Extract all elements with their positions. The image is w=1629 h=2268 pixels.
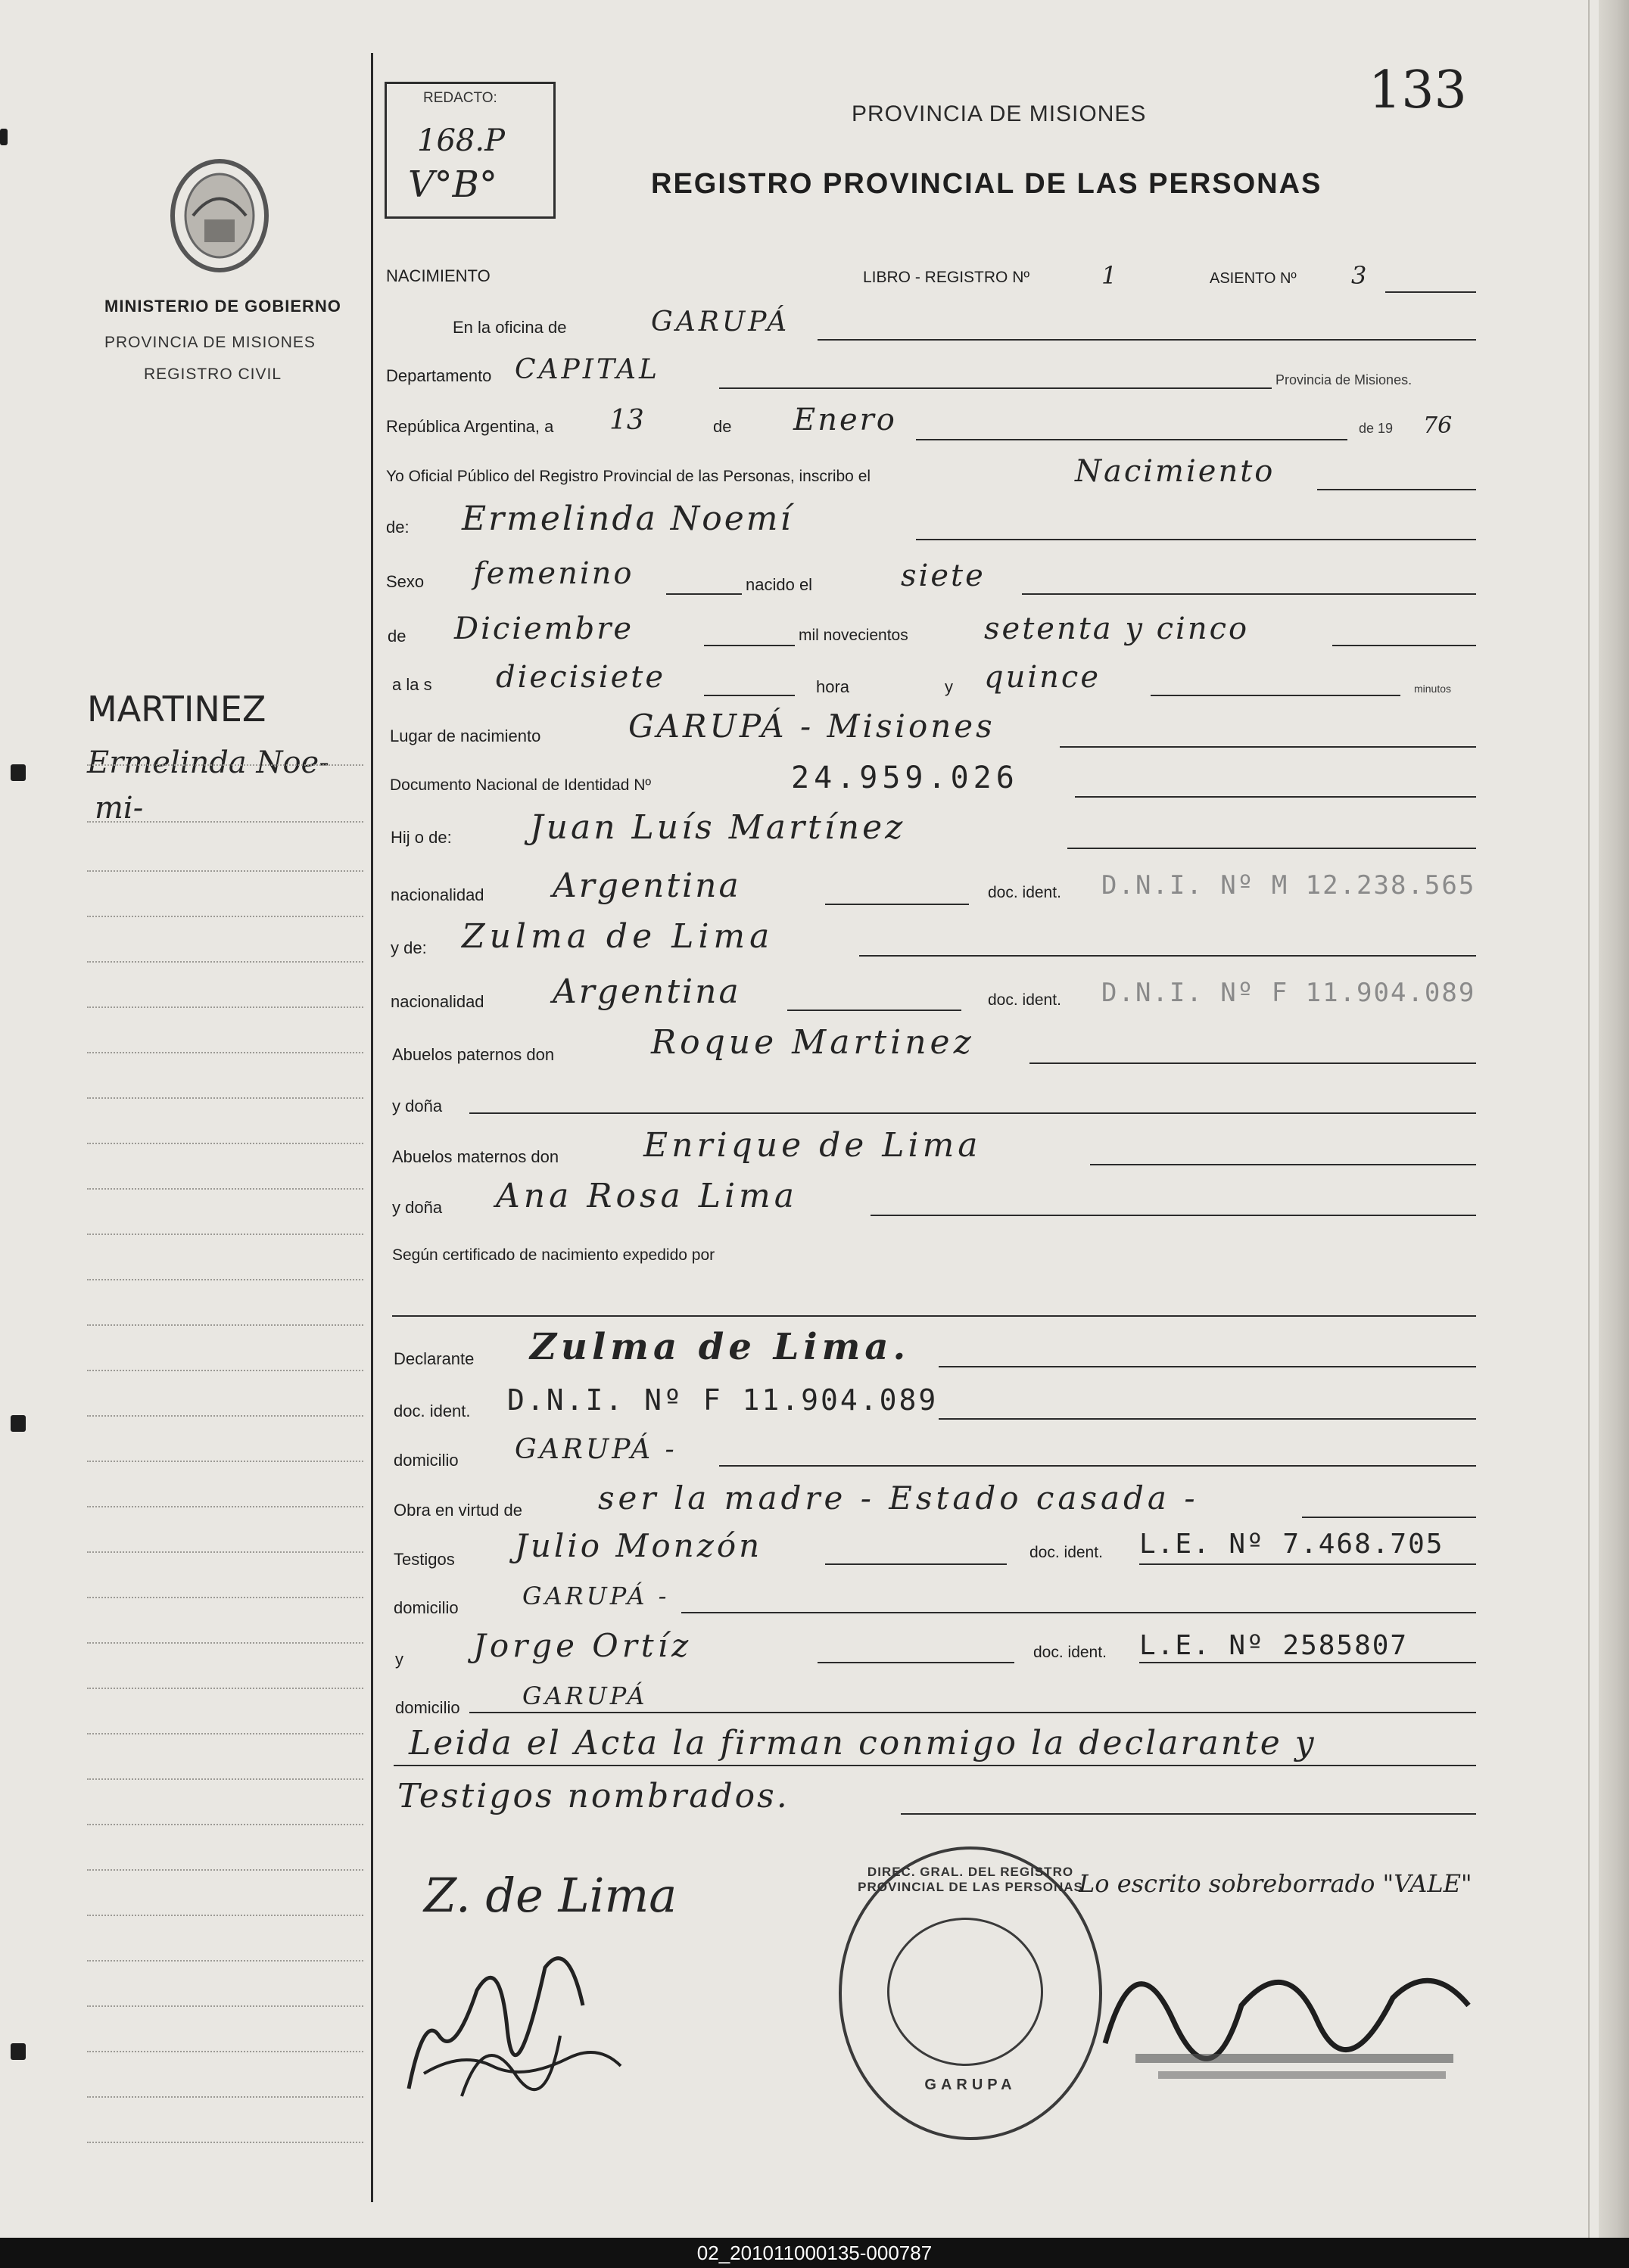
declarante-dom-label: domicilio: [394, 1451, 459, 1470]
provincia-suffix: Provincia de Misiones.: [1275, 372, 1413, 387]
margin-line: [87, 1778, 363, 1780]
margin-line: [87, 1597, 363, 1598]
minutos-line: [1151, 695, 1400, 696]
margin-line: [87, 2096, 363, 2098]
page-edge: [1599, 0, 1629, 2238]
witness-signatures: [394, 1922, 636, 2104]
oficina-label: En la oficina de: [453, 318, 567, 337]
oficial-line: [1317, 489, 1476, 490]
abuela-pat-line: [469, 1112, 1476, 1114]
padre-nac-label: nacionalidad: [391, 885, 484, 904]
de-label: de: [713, 417, 732, 436]
hora-label: hora: [816, 677, 850, 696]
margin-note-line2: Ermelinda Noe-: [87, 745, 329, 780]
abuelos-mat-label: Abuelos maternos don: [392, 1147, 559, 1166]
de2-label: de:: [386, 518, 410, 537]
margin-line: [87, 1234, 363, 1235]
dni-line: [1075, 796, 1476, 798]
abuelo-pat-line: [1029, 1062, 1476, 1064]
oficina-value: GARUPÁ: [651, 306, 790, 338]
nombre-value: Ermelinda Noemí: [462, 499, 793, 538]
margin-line: [87, 1188, 363, 1190]
official-signature: [1090, 1907, 1484, 2089]
margin-line: [87, 821, 363, 823]
asiento-label: ASIENTO Nº: [1210, 270, 1297, 287]
mes-line: [916, 439, 1347, 440]
signature-declarante: Z. de Lima: [424, 1868, 677, 1923]
obra-value: ser la madre - Estado casada -: [598, 1479, 1199, 1517]
margin-line: [87, 764, 363, 766]
lugar-line: [1060, 746, 1476, 748]
redacto-label: REDACTO:: [423, 90, 497, 106]
testigo1-value: Julio Monzón: [515, 1527, 763, 1564]
margin-note-line1: MARTINEZ: [87, 689, 266, 730]
testigo1-dom-label: domicilio: [394, 1598, 459, 1617]
declarante-doc-label: doc. ident.: [394, 1402, 471, 1420]
nombre-line: [916, 539, 1476, 540]
margin-line: [87, 1506, 363, 1507]
testigo1-line: [825, 1563, 1007, 1565]
madre-doc-label: doc. ident.: [988, 991, 1061, 1009]
y-label: y: [945, 677, 953, 696]
declarante-label: Declarante: [394, 1349, 475, 1368]
testigo2-dom-value: GARUPÁ: [522, 1682, 648, 1710]
certificado-label: Según certificado de nacimiento expedido por: [392, 1246, 715, 1264]
vale-note: Lo escrito sobreborrado "VALE": [1079, 1869, 1472, 1898]
abuela-mat-line: [871, 1215, 1476, 1216]
minutos-label: minutos: [1414, 683, 1452, 695]
libro-value: 1: [1101, 261, 1117, 290]
margin-line: [87, 1869, 363, 1871]
image-caption: 02_201011000135-000787: [0, 2238, 1629, 2268]
closing-line1-rule: [394, 1765, 1476, 1766]
obra-label: Obra en virtud de: [394, 1501, 522, 1520]
margin-line: [87, 1279, 363, 1280]
dni-label: Documento Nacional de Identidad Nº: [390, 776, 652, 794]
madre-line: [859, 955, 1476, 957]
margin-rule: [371, 53, 373, 2202]
mil-label: mil novecientos: [799, 627, 908, 644]
testigo1-doc-label: doc. ident.: [1029, 1544, 1103, 1561]
margin-line: [87, 1052, 363, 1053]
mes-value: Enero: [793, 403, 897, 437]
madre-nac-value: Argentina: [553, 972, 741, 1011]
abuelos-pat-label: Abuelos paternos don: [392, 1045, 555, 1064]
hora-value: diecisiete: [496, 660, 666, 695]
declarante-dom-value: GARUPÁ -: [515, 1434, 677, 1465]
left-registry: REGISTRO CIVIL: [144, 366, 282, 383]
margin-line: [87, 870, 363, 872]
testigo1-doc-line: [1139, 1563, 1476, 1565]
nacido-value: siete: [901, 558, 986, 593]
header-province: PROVINCIA DE MISIONES: [852, 101, 1147, 126]
declarante-doc-value: D.N.I. Nº F 11.904.089: [507, 1383, 939, 1417]
margin-line: [87, 2005, 363, 2007]
margin-line: [87, 2142, 363, 2143]
dia-value: 13: [609, 405, 644, 436]
padre-line: [1067, 848, 1476, 849]
redacto-line1: 168.P: [417, 123, 505, 158]
madre-nac-line: [787, 1010, 961, 1011]
margin-line: [87, 1915, 363, 1916]
stamp-center: GARUPA: [924, 2077, 1017, 2093]
abuelo-mat-value: Enrique de Lima: [643, 1126, 982, 1165]
anio-value: 76: [1423, 412, 1453, 439]
redacto-line2: V°B°: [408, 163, 497, 206]
official-stamp-inner: [887, 1918, 1043, 2066]
anio-nac-line: [1332, 645, 1476, 646]
padre-doc-label: doc. ident.: [988, 884, 1061, 901]
testigo2-doc-value: L.E. Nº 2585807: [1139, 1630, 1409, 1661]
binding-hole: [11, 764, 26, 781]
margin-line: [87, 1461, 363, 1462]
anio-nac-value: setenta y cinco: [984, 611, 1250, 646]
padre-nac-value: Argentina: [553, 866, 741, 905]
redacto-box: [385, 82, 556, 219]
departamento-line: [719, 387, 1272, 389]
testigo1-dom-value: GARUPÁ -: [522, 1582, 670, 1610]
margin-line: [87, 961, 363, 963]
testigos-label: Testigos: [394, 1550, 455, 1569]
madre-value: Zulma de Lima: [462, 917, 774, 956]
margin-line: [87, 1551, 363, 1553]
declarante-doc-line: [939, 1418, 1476, 1420]
testigo2-dom-line: [469, 1712, 1476, 1713]
margin-line: [87, 2051, 363, 2052]
dni-value: 24.959.026: [791, 761, 1019, 795]
declarante-line: [939, 1366, 1476, 1367]
testigo1-dom-line: [681, 1612, 1476, 1613]
mes-nac-value: Diciembre: [454, 611, 634, 646]
testigo2-doc-label: doc. ident.: [1033, 1644, 1107, 1661]
padre-nac-line: [825, 904, 969, 905]
left-province: PROVINCIA DE MISIONES: [104, 334, 316, 351]
minutos-value: quince: [984, 660, 1101, 695]
stamp-text: DIREC. GRAL. DEL REGISTRO PROVINCIAL DE LAS PERSONAS: [858, 1865, 1083, 1894]
margin-line: [87, 1960, 363, 1962]
obra-line: [1302, 1517, 1476, 1518]
margin-line: [87, 1733, 363, 1734]
official-stamp: [839, 1846, 1102, 2140]
nacido-line: [1022, 593, 1476, 595]
binding-rule: [1588, 0, 1590, 2238]
binding-hole: [0, 129, 8, 145]
closing-line2-rule: [901, 1813, 1476, 1815]
oficina-line: [818, 339, 1476, 341]
margin-line: [87, 1824, 363, 1825]
coat-of-arms-seal: [163, 151, 276, 280]
y2-label: y: [395, 1650, 403, 1669]
binding-hole: [11, 1415, 26, 1432]
yde-label: y de:: [391, 938, 427, 957]
oficial-value: Nacimiento: [1075, 454, 1275, 489]
certificado-line: [392, 1315, 1476, 1317]
nacido-label: nacido el: [746, 575, 813, 594]
abuelo-mat-line: [1090, 1164, 1476, 1165]
lugar-label: Lugar de nacimiento: [390, 726, 541, 745]
margin-line: [87, 1324, 363, 1326]
hijo-label: Hij o de:: [391, 828, 452, 847]
margin-line: [87, 1415, 363, 1417]
sexo-value: femenino: [473, 556, 634, 591]
abuelo-pat-value: Roque Martinez: [651, 1023, 975, 1062]
lugar-value: GARUPÁ - Misiones: [628, 708, 995, 745]
page-number: 133: [1369, 61, 1467, 120]
testigo2-dom-label: domicilio: [395, 1698, 460, 1717]
sexo-line: [666, 593, 742, 595]
margin-line: [87, 1642, 363, 1644]
margin-line: [87, 916, 363, 917]
testigo2-line: [818, 1662, 1014, 1663]
binding-hole: [11, 2043, 26, 2060]
header-registry: REGISTRO PROVINCIAL DE LAS PERSONAS: [651, 168, 1322, 200]
testigo2-value: Jorge Ortíz: [473, 1627, 693, 1664]
margin-note-line3: mi-: [95, 791, 144, 826]
margin-line: [87, 1370, 363, 1371]
padre-doc-value: D.N.I. Nº M 12.238.565: [1101, 870, 1476, 901]
madre-nac-label: nacionalidad: [391, 992, 484, 1011]
testigo2-doc-line: [1139, 1662, 1476, 1663]
margin-line: [87, 1688, 363, 1689]
hora-line: [704, 695, 795, 696]
testigo1-doc-value: L.E. Nº 7.468.705: [1139, 1529, 1444, 1560]
madre-doc-value: D.N.I. Nº F 11.904.089: [1101, 978, 1476, 1008]
alas-label: a la s: [392, 675, 432, 694]
margin-line: [87, 1143, 363, 1144]
asiento-line: [1385, 291, 1476, 293]
abuela-mat-value: Ana Rosa Lima: [496, 1177, 798, 1215]
sexo-label: Sexo: [386, 572, 425, 591]
closing-line2: Testigos nombrados.: [397, 1777, 790, 1815]
closing-line1: Leida el Acta la firman conmigo la declarante y: [409, 1724, 1316, 1762]
padre-value: Juan Luís Martínez: [530, 808, 906, 847]
libro-label: LIBRO - REGISTRO Nº: [863, 269, 1030, 286]
departamento-value: CAPITAL: [515, 354, 660, 385]
mes-nac-line: [704, 645, 795, 646]
margin-line: [87, 1006, 363, 1008]
departamento-label: Departamento: [386, 366, 492, 385]
abuela-mat-label: y doña: [392, 1198, 443, 1217]
left-ministry: MINISTERIO DE GOBIERNO: [104, 297, 341, 316]
declarante-value: Zulma de Lima.: [530, 1326, 911, 1368]
anio-prefix: de 19: [1359, 421, 1394, 436]
abuela-pat-label: y doña: [392, 1097, 443, 1115]
nacimiento-label: NACIMIENTO: [386, 266, 491, 285]
declarante-dom-line: [719, 1465, 1476, 1467]
de3-label: de: [388, 627, 406, 646]
oficial-text: Yo Oficial Público del Registro Provincial de las Personas, inscribo el: [386, 468, 871, 485]
republica-label: República Argentina, a: [386, 417, 554, 436]
margin-line: [87, 1097, 363, 1099]
asiento-value: 3: [1351, 261, 1367, 290]
